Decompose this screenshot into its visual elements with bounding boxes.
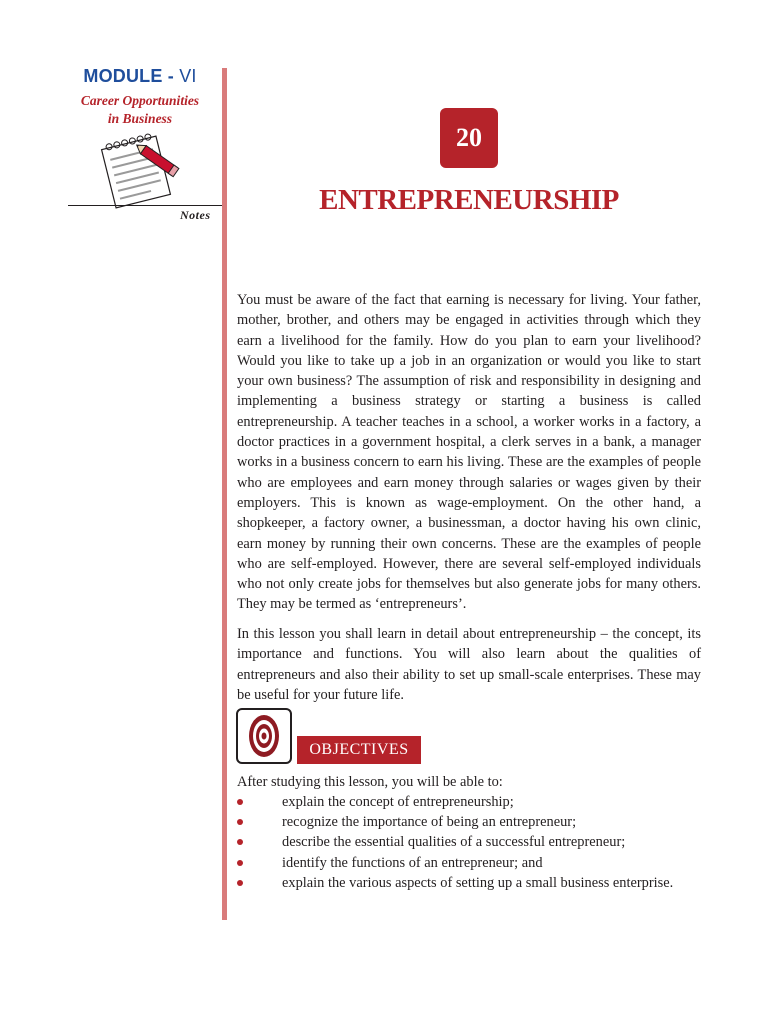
bullet-icon (237, 799, 243, 805)
list-item (237, 873, 707, 893)
objectives-list (237, 792, 707, 893)
notes-rule (68, 205, 222, 206)
objective-text: describe the essential qualities of a successful entrepreneur; (282, 834, 626, 851)
module-subtitle-line2: in Business (107, 111, 173, 126)
chapter-number-badge: 20 (440, 108, 498, 168)
objective-text: identify the functions of an entrepreneur; and (282, 854, 543, 871)
objectives-heading: OBJECTIVES (297, 736, 421, 764)
bullet-icon (237, 839, 243, 845)
bullet-icon (237, 819, 243, 825)
module-label: MODULE - (83, 66, 180, 86)
bullet-icon (237, 860, 243, 866)
objectives-intro: After studying this lesson, you will be able to: (237, 774, 503, 790)
list-item (237, 832, 707, 852)
list-item (237, 812, 707, 832)
bullet-icon (237, 880, 243, 886)
objective-text: explain the various aspects of setting up a small business enterprise. (282, 874, 674, 891)
module-subtitle (60, 92, 220, 128)
objective-text: recognize the importance of being an entrepreneur; (282, 814, 577, 831)
sidebar-divider (222, 68, 227, 920)
list-item (237, 853, 707, 873)
module-number: VI (179, 66, 197, 86)
lesson-overview-paragraph: In this lesson you shall learn in detail about entrepreneurship – the concept, its importance and functions. You will also learn about the qualities of entrepreneurs and also their ability to set up small-scale enterprises. These may be useful for your future life. (237, 626, 701, 703)
target-icon (236, 708, 292, 764)
intro-paragraph: You must be aware of the fact that earning is necessary for living. Your father, mother, brother, and others may be engaged in activities through which they earn a livelihood for the family. How do you plan to earn your livelihood? Would you like to take up a job in an organization or would you like to start your own business? The assumption of risk and responsibility in designing and implementing a business strategy or starting a business is called entrepreneurship. A teacher teaches in a school, a worker works in a factory, a doctor practices in a government hospital, a clerk serves in a bank, a manager works in a business concern to earn his living. These are the examples of people who are employees and earn money through salaries or wages given by their employers. This is known as wage-employment. On the other hand, a shopkeeper, a factory owner, a businessman, a doctor having his own clinic, earn money by running their own concerns. These are the examples of people who are self-employed. However, there are several self-employed individuals who not only create jobs for themselves but also generate jobs for many others. They may be termed as ‘entrepreneurs’. (237, 292, 701, 613)
list-item (237, 792, 707, 812)
notepad-with-pencil-icon (96, 128, 186, 210)
chapter-title: ENTREPRENEURSHIP (319, 184, 619, 216)
module-heading (60, 66, 220, 87)
objective-text: explain the concept of entrepreneurship; (282, 794, 514, 810)
notes-label: Notes (180, 208, 211, 222)
module-subtitle-line1: Career Opportunities (80, 93, 200, 108)
